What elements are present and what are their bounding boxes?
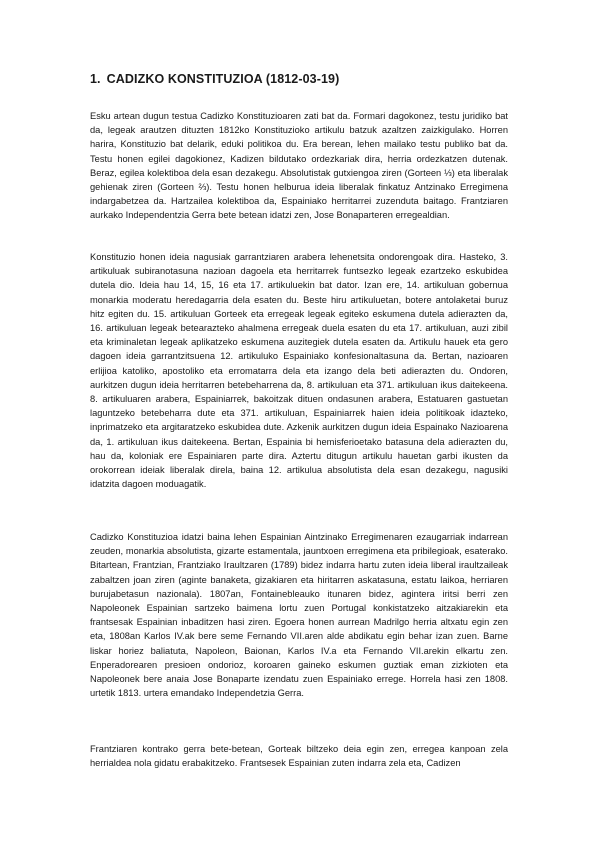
paragraph-main-ideas: Konstituzio honen ideia nagusiak garrantziaren arabera lehenetsita ondorengoak dira. Hasteko, 3. artikuluak subiranotasuna nazioan dagoela eta herritarrek funtsezko legeak ezartzeko eskubidea dutela dio. Ideia hau 14, 15, 16 eta 17. artikuluekin bat dator. Izan ere, 14. artikuluan gobernua monarkia moderatu heredagarria dela esaten du. Beste hiru artikuluetan, botere antolaketai buruz hitz egiten du. 15. artikuluan Gorteek eta erregeak legeak egiteko eskumena dutela adierazten da, 16. artikuluan legeak betearazteko ahalmena erregeak duela esaten du eta 17. artikuluan, auzi zibil eta kriminaletan legeak aplikatzeko eskumena auzitegiek dutela esaten da. Artikulu hauek eta gero dagoen ideia garrantzitsuena 12. artikuluko Espainiako konfesionaltasuna da. Bertan, nazioaren erlijioa katoliko, apostoliko eta erromatarra dela eta izango dela beti adierazten du. Ondoren, aurkitzen dugun ideia herritarren betebeharrena da, 8. artikuluan eta 371. artikuluan ikus daitekeena. 8. artikuluaren arabera, Espainiarrek, bakoitzak dituen ondasunen arabera, Estatuaren gastuetan laguntzeko betebeharra dute eta 371. artikuluan, Espainiarrek haien ideia politikoak idazteko, inprimatzeko eta argitaratzeko eskubidea dute. Azkenik aurkitzen dugun ideia Espainako Nazioarena da, 1. artikuluan ikus daitekeena. Bertan, Espainia bi hemisferioetako batasuna dela adierazten du, hau da, koloniak ere Espainiaren parte dira. Aztertu ditugun artikulu hauetan garbi ikusten da orokorrean ideiak liberalak direla, baina 12. artikulua absolutista dela esan dezakegu, nagusiki idatzita dagoen moduagatik. bbox=[90, 252, 508, 490]
paragraph-introduction: Esku artean dugun testua Cadizko Konstituzioaren zati bat da. Formari dagokonez, testu juridiko bat da, legeak arautzen dituzten 1812ko Konstituzioko artikulu batzuk azaltzen zaizkigulako. Horren harira, Konstituzio bat delarik, eduki politikoa du. Era berean, lehen mailako testu publiko bat da. Testu honen egilei dagokionez, Kadizen bildutako ordezkariak dira, herria ordezkatzen dutenak. Beraz, egilea kolektiboa dela esan dezakegu. Absolutistak gutxiengoa ziren (Gorteen ⅓) eta liberalak gehienak ziren (Gorteen ⅔). Testu honen helburua ideia liberalak finkatuz Antzinako Erregimena indargabetzea da. Hartzailea kolektiboa da, Espainiako herritarrei zuzenduta baitago. Frantziaren aurkako Independentzia Gerra bete betean idatzi zen, Jose Bonaparteren erregealdian. bbox=[90, 111, 508, 221]
section-heading bbox=[90, 72, 339, 86]
section-number: 1. bbox=[90, 72, 101, 86]
paragraph-historical-context: Cadizko Konstituzioa idatzi baina lehen Espainian Aintzinako Erregimenaren ezaugarriak indarrean zeuden, monarkia absolutista, gizarte estamentala, jauntxoen erregimena eta pribilegioak, esaterako. Bitartean, Frantzian, Frantziako Iraultzaren (1789) bidez indarra hartu zuten ideia liberal iraultzaileak zabaltzen joan ziren (aginte banaketa, gizakiaren eta hiritarren askatasuna, estatu laikoa, herriaren burujabetasun nazionala). 1807an, Fontainebleauko itunaren bidez, agintera iritsi berri zen Napoleonek Espainian sartzeko baimena lortu zuen Portugal konkistatzeko aitzakiarekin eta frantsesak Espainian inbaditzen hasi ziren. Egoera honen aurrean Madrilgo herria altxatu egin zen eta, 1808an Karlos IV.ak bere seme Fernando VII.aren alde abdikatu egin behar izan zuen. Barne liskar horiez baliatuta, Napoleon, Baionan, Karlos IV.a eta Fernando VII.arekin elkartu zen. Enperadorearen presioen ondorioz, koroaren gaineko eskumen guztiak eman zizkioten eta Napoleonek bere anaia Jose Bonaparte izendatu zuen Espainiako errege. Horrela hasi zen 1808. urtetik 1813. urtera emandako Independetzia Gerra. bbox=[90, 532, 508, 699]
section-title: CADIZKO KONSTITUZIOA (1812-03-19) bbox=[106, 72, 340, 86]
paragraph-war-context: Frantziaren kontrako gerra bete-betean, Gorteak biltzeko deia egin zen, erregea kanpoan zela herrialdea nola gidatu erabakitzeko. Frantsesek Espainian zuten indarra zela eta, Cadizen bbox=[90, 744, 508, 769]
